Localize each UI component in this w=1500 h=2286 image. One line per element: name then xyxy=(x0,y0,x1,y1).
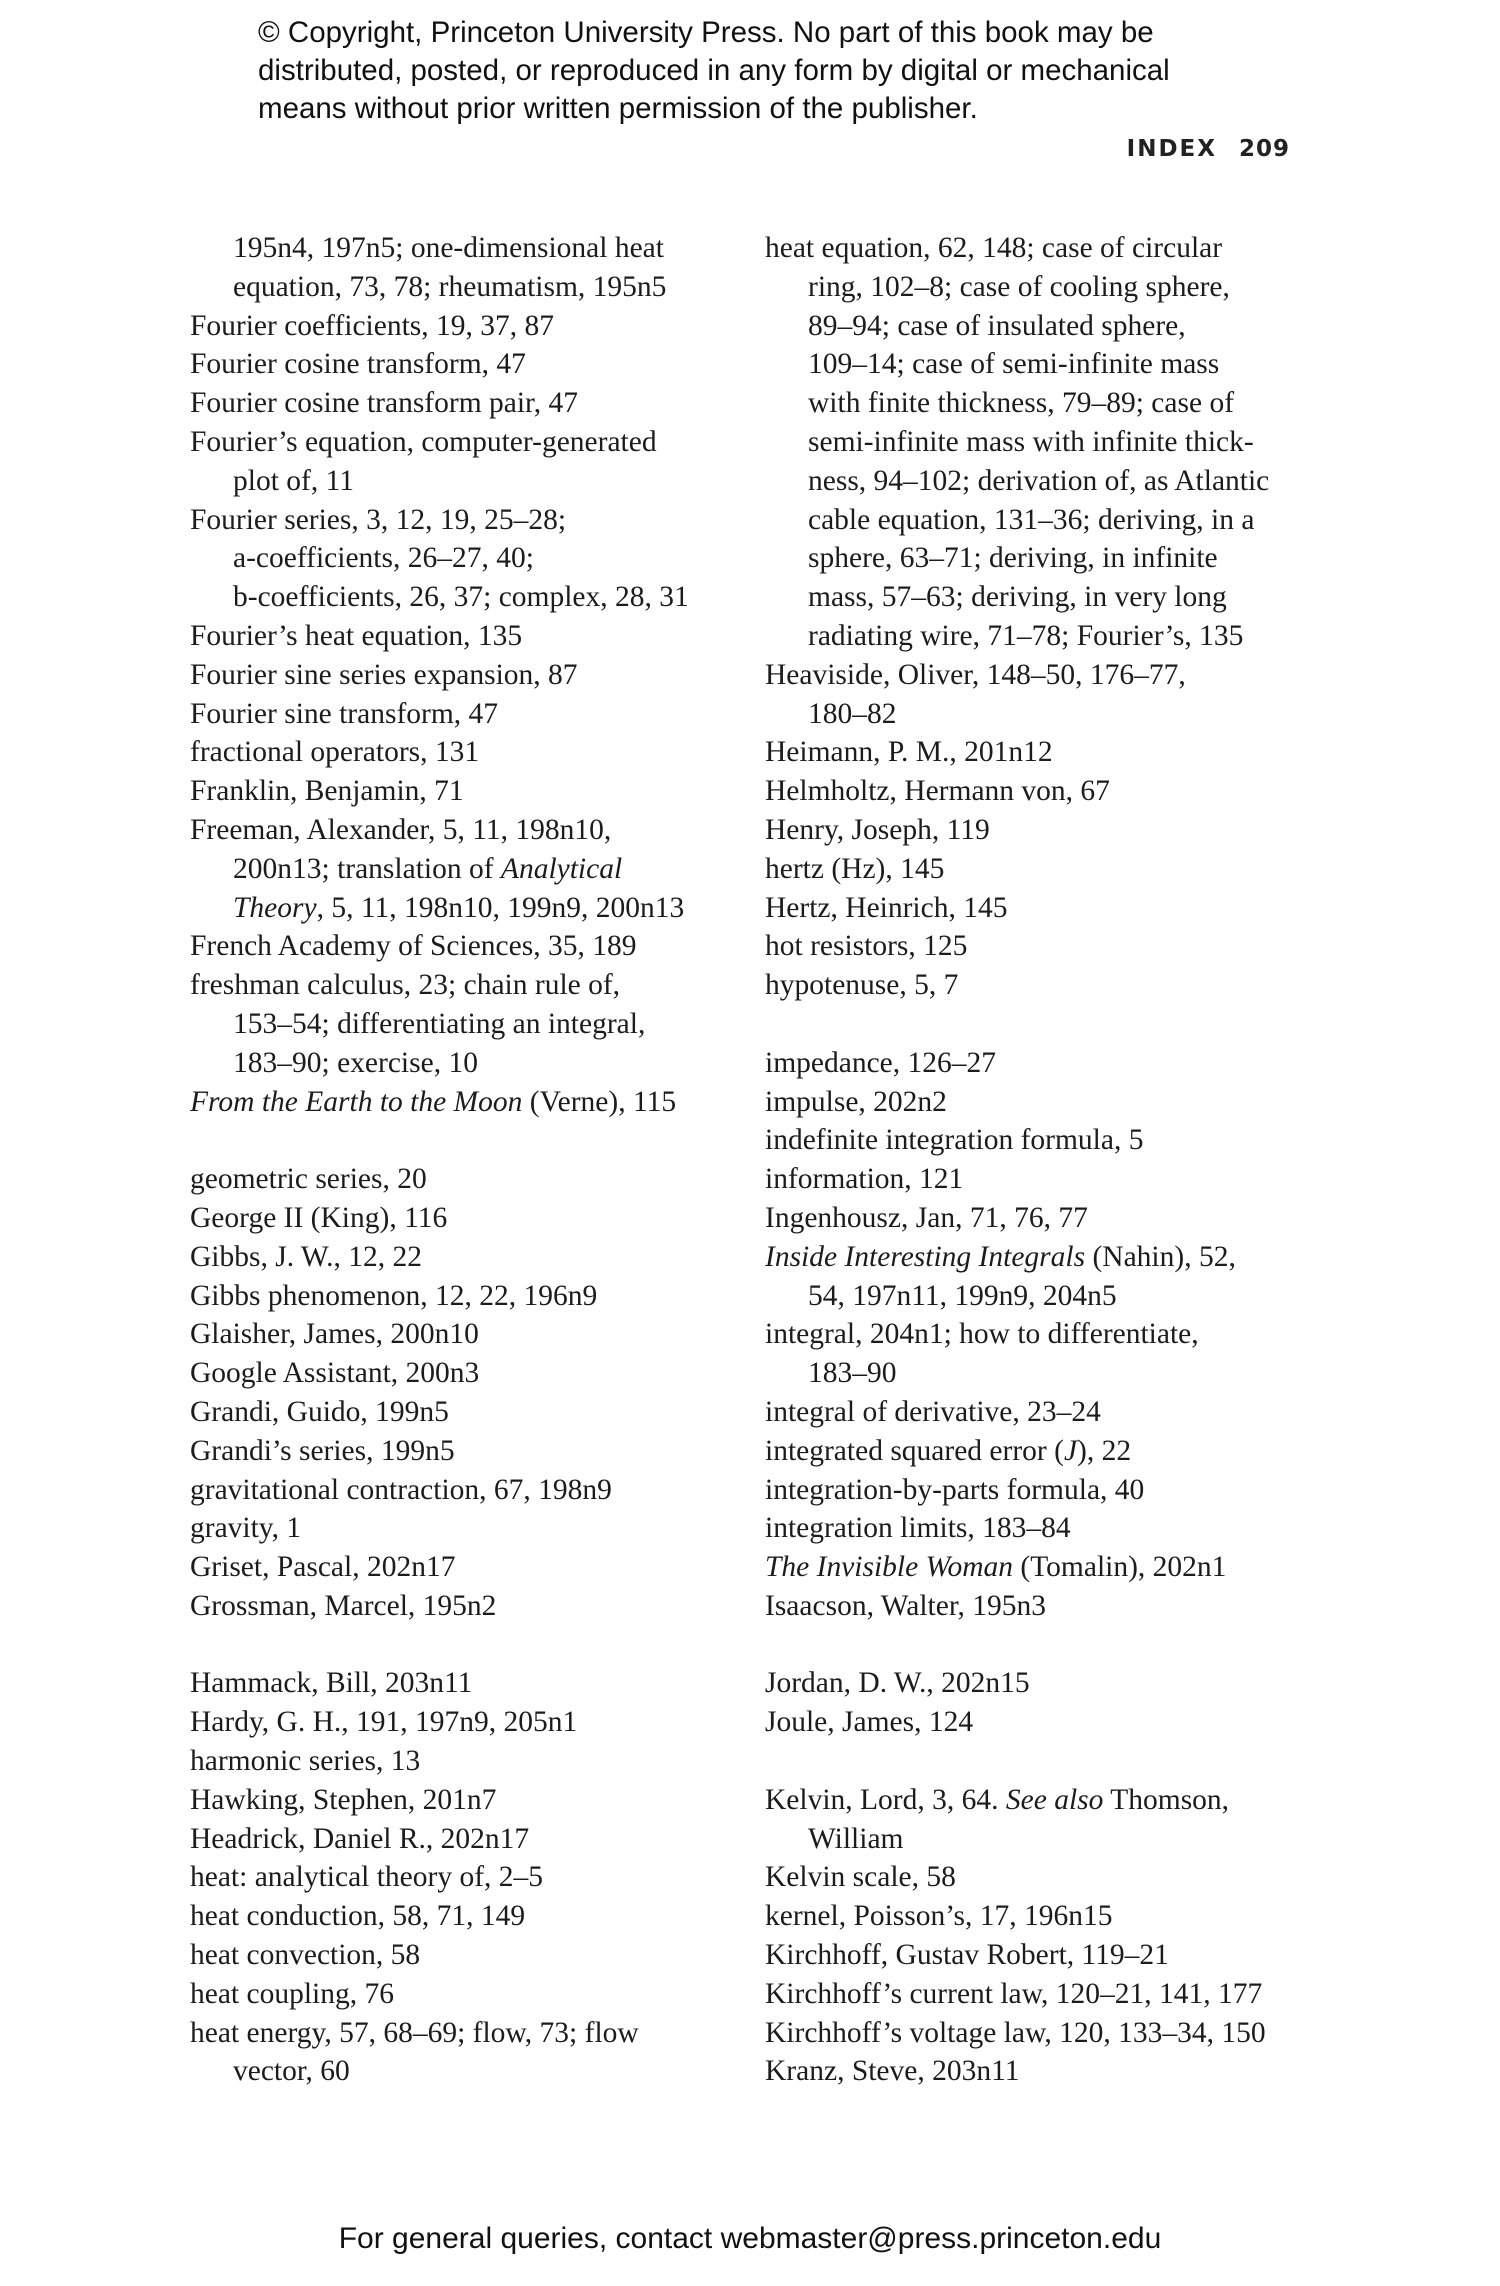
index-entry: Hammack, Bill, 203n11 xyxy=(190,1667,473,1700)
index-entry: Fourier coefficients, 19, 37, 87 xyxy=(190,309,555,342)
index-entry: Jordan, D. W., 202n15 xyxy=(765,1667,1030,1700)
index-entry: Gibbs phenomenon, 12, 22, 196n9 xyxy=(190,1279,598,1312)
index-entry: French Academy of Sciences, 35, 189 xyxy=(190,930,637,963)
running-head xyxy=(1127,136,1290,162)
index-entry: Kirchhoff’s current law, 120–21, 141, 177 xyxy=(765,1977,1263,2010)
index-entry: Franklin, Benjamin, 71 xyxy=(190,775,464,808)
index-entry: gravity, 1 xyxy=(190,1512,302,1545)
index-column-left xyxy=(190,229,750,2091)
index-entry: Fourier sine transform, 47 xyxy=(190,697,499,730)
index-entry: Hardy, G. H., 191, 197n9, 205n1 xyxy=(190,1706,578,1739)
index-entry: Kirchhoff’s voltage law, 120, 133–34, 150 xyxy=(765,2016,1266,2049)
index-entry: gravitational contraction, 67, 198n9 xyxy=(190,1473,612,1506)
letter-group-gap xyxy=(765,1005,1325,1044)
index-entry-continuation: 195n4, 197n5; one-dimensional heat equation, 73, 78; rheumatism, 195n5 xyxy=(233,232,667,303)
index-entry: Kirchhoff, Gustav Robert, 119–21 xyxy=(765,1939,1169,1972)
index-entry: Ingenhousz, Jan, 71, 76, 77 xyxy=(765,1201,1088,1234)
index-entry: Glaisher, James, 200n10 xyxy=(190,1318,479,1351)
index-column-right xyxy=(765,229,1325,2091)
index-entry: Kelvin, Lord, 3, 64. See also Thomson, William xyxy=(765,1783,1230,1855)
index-entry: From the Earth to the Moon (Verne), 115 xyxy=(190,1085,677,1118)
index-entry: Fourier sine series expansion, 87 xyxy=(190,658,578,691)
index-entry: heat convection, 58 xyxy=(190,1939,421,1972)
index-entry: Heimann, P. M., 201n12 xyxy=(765,736,1053,769)
index-entry: heat coupling, 76 xyxy=(190,1977,394,2010)
letter-group-gap xyxy=(765,1742,1325,1781)
letter-group-gap xyxy=(190,1121,750,1160)
index-entry: Inside Interesting Integrals (Nahin), 52, 54, 197n11, 199n9, 204n5 xyxy=(765,1240,1236,1312)
index-entry: hot resistors, 125 xyxy=(765,930,968,963)
index-entry: indefinite integration formula, 5 xyxy=(765,1124,1144,1157)
index-entry: The Invisible Woman (Tomalin), 202n1 xyxy=(765,1551,1227,1584)
index-entry: freshman calculus, 23; chain rule of, 153–54; differentiating an integral, 183–90; exercise, 10 xyxy=(190,969,646,1079)
index-entry: fractional operators, 131 xyxy=(190,736,480,769)
index-entry: integral, 204n1; how to differentiate, 183–90 xyxy=(765,1318,1199,1390)
letter-group-gap xyxy=(190,1626,750,1665)
copyright-line: © Copyright, Princeton University Press. No part of this book may be xyxy=(258,16,1154,49)
index-entry: heat energy, 57, 68–69; flow, 73; flow vector, 60 xyxy=(190,2016,639,2088)
index-entry: Freeman, Alexander, 5, 11, 198n10, 200n13; translation of Analytical Theory, 5, 11, 198n10, 199n9, 200n13 xyxy=(190,813,685,924)
index-entry: impulse, 202n2 xyxy=(765,1085,947,1118)
copyright-line: means without prior written permission of the publisher. xyxy=(258,92,978,125)
index-entry: Grossman, Marcel, 195n2 xyxy=(190,1589,497,1622)
index-entry: Hawking, Stephen, 201n7 xyxy=(190,1783,497,1816)
index-entry: Henry, Joseph, 119 xyxy=(765,813,990,846)
index-entry: Joule, James, 124 xyxy=(765,1706,974,1739)
index-entry: Isaacson, Walter, 195n3 xyxy=(765,1589,1046,1622)
index-entry: Heaviside, Oliver, 148–50, 176–77, 180–82 xyxy=(765,658,1186,730)
index-entry: Headrick, Daniel R., 202n17 xyxy=(190,1822,530,1855)
index-entry: hypotenuse, 5, 7 xyxy=(765,969,959,1002)
copyright-notice xyxy=(258,14,1358,128)
index-entry: heat conduction, 58, 71, 149 xyxy=(190,1900,526,1933)
index-entry: Kelvin scale, 58 xyxy=(765,1861,956,1894)
index-entry: Hertz, Heinrich, 145 xyxy=(765,891,1008,924)
index-entry: Fourier cosine transform pair, 47 xyxy=(190,387,578,420)
index-entry: information, 121 xyxy=(765,1163,964,1196)
index-entry: kernel, Poisson’s, 17, 196n15 xyxy=(765,1900,1113,1933)
index-entry: Fourier series, 3, 12, 19, 25–28; a-coefficients, 26–27, 40; b-coefficients, 26, 37; complex, 28, 31 xyxy=(190,503,689,614)
page-number: 209 xyxy=(1238,136,1290,162)
index-entry: Helmholtz, Hermann von, 67 xyxy=(765,775,1110,808)
letter-group-gap xyxy=(765,1626,1325,1665)
footer-contact: For general queries, contact webmaster@press.princeton.edu xyxy=(338,2222,1162,2255)
index-entry: Griset, Pascal, 202n17 xyxy=(190,1551,456,1584)
index-entry: George II (King), 116 xyxy=(190,1201,448,1234)
index-entry: Google Assistant, 200n3 xyxy=(190,1357,480,1390)
index-entry: Fourier’s heat equation, 135 xyxy=(190,619,523,652)
index-entry: impedance, 126–27 xyxy=(765,1046,997,1079)
index-entry: harmonic series, 13 xyxy=(190,1745,421,1778)
index-entry: heat: analytical theory of, 2–5 xyxy=(190,1861,544,1894)
index-entry: Gibbs, J. W., 12, 22 xyxy=(190,1240,422,1273)
index-entry: geometric series, 20 xyxy=(190,1163,427,1196)
index-entry: Fourier’s equation, computer-generated plot of, 11 xyxy=(190,425,657,497)
index-entry: integration limits, 183–84 xyxy=(765,1512,1071,1545)
index-entry: Kranz, Steve, 203n11 xyxy=(765,2055,1020,2088)
section-label: INDEX xyxy=(1126,136,1217,162)
copyright-line: distributed, posted, or reproduced in any form by digital or mechanical xyxy=(258,54,1170,87)
index-entry: integrated squared error (J), 22 xyxy=(765,1434,1132,1467)
index-entry: integral of derivative, 23–24 xyxy=(765,1395,1101,1428)
index-entry: Grandi, Guido, 199n5 xyxy=(190,1395,449,1428)
index-entry: Grandi’s series, 199n5 xyxy=(190,1434,455,1467)
index-entry: integration-by-parts formula, 40 xyxy=(765,1473,1145,1506)
index-entry: hertz (Hz), 145 xyxy=(765,852,945,885)
index-entry: Fourier cosine transform, 47 xyxy=(190,348,526,381)
index-entry: heat equation, 62, 148; case of circular ring, 102–8; case of cooling sphere, 89–94; case of insulated sphere, 109–14; case of semi-infinite mass with finite thickness, 79–89; case of semi-infinite mass with infinite thick- ness, 94–102; derivation of, as Atlantic cable equation, 131–36; deriving, in a sphere, 63–71; deriving, in infinite mass, 57–63; deriving, in very long radiating wire, 71–78; Fourier’s, 135 xyxy=(765,232,1270,652)
